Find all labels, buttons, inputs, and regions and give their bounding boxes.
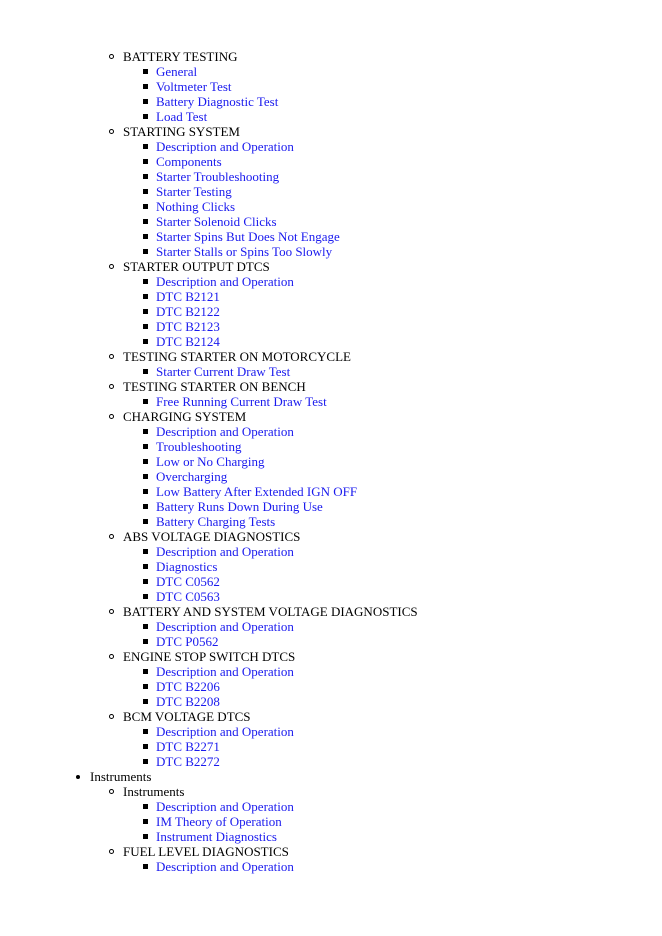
- square-bullet-icon: [143, 339, 148, 344]
- square-bullet-icon: [143, 309, 148, 314]
- toc-section-heading: [0, 649, 662, 664]
- toc-link-item[interactable]: [0, 244, 662, 259]
- circle-bullet-icon: [109, 609, 114, 614]
- square-bullet-icon: [143, 594, 148, 599]
- toc-heading-label: BCM VOLTAGE DTCS: [123, 709, 251, 724]
- square-bullet-icon: [143, 369, 148, 374]
- square-bullet-icon: [143, 399, 148, 404]
- toc-link[interactable]: Description and Operation: [156, 799, 294, 814]
- toc-heading-label: CHARGING SYSTEM: [123, 409, 247, 424]
- square-bullet-icon: [143, 729, 148, 734]
- toc-link[interactable]: Description and Operation: [156, 544, 294, 559]
- toc-link-item[interactable]: [0, 724, 662, 739]
- square-bullet-icon: [143, 549, 148, 554]
- toc-link[interactable]: Battery Runs Down During Use: [156, 499, 323, 514]
- square-bullet-icon: [143, 219, 148, 224]
- toc-link-item[interactable]: [0, 799, 662, 814]
- toc-link-item[interactable]: [0, 514, 662, 529]
- circle-bullet-icon: [109, 54, 114, 59]
- toc-link-item[interactable]: [0, 679, 662, 694]
- toc-heading-label: Instruments: [123, 784, 185, 799]
- toc-section-heading: [0, 784, 662, 799]
- toc-link-item[interactable]: [0, 829, 662, 844]
- square-bullet-icon: [143, 564, 148, 569]
- circle-bullet-icon: [109, 789, 114, 794]
- square-bullet-icon: [143, 804, 148, 809]
- toc-link[interactable]: Description and Operation: [156, 139, 294, 154]
- square-bullet-icon: [143, 684, 148, 689]
- toc-link-item[interactable]: [0, 289, 662, 304]
- toc-link-item[interactable]: [0, 454, 662, 469]
- toc-link[interactable]: Free Running Current Draw Test: [156, 394, 327, 409]
- square-bullet-icon: [143, 84, 148, 89]
- toc-link[interactable]: Components: [156, 154, 222, 169]
- circle-bullet-icon: [109, 264, 114, 269]
- circle-bullet-icon: [109, 384, 114, 389]
- toc-link[interactable]: Overcharging: [156, 469, 228, 484]
- circle-bullet-icon: [109, 129, 114, 134]
- toc-link-item[interactable]: [0, 169, 662, 184]
- toc-section-heading: [0, 529, 662, 544]
- toc-section-heading: [0, 844, 662, 859]
- square-bullet-icon: [143, 249, 148, 254]
- toc-link-item[interactable]: [0, 469, 662, 484]
- toc-link-item[interactable]: [0, 199, 662, 214]
- toc-link-item[interactable]: [0, 184, 662, 199]
- square-bullet-icon: [143, 834, 148, 839]
- square-bullet-icon: [143, 324, 148, 329]
- toc-section-heading: [0, 409, 662, 424]
- toc-link-item[interactable]: [0, 424, 662, 439]
- square-bullet-icon: [143, 204, 148, 209]
- square-bullet-icon: [143, 444, 148, 449]
- toc-link[interactable]: Battery Diagnostic Test: [156, 94, 279, 109]
- toc-heading-label: BATTERY TESTING: [123, 49, 238, 64]
- circle-bullet-icon: [109, 714, 114, 719]
- toc-link-item[interactable]: [0, 109, 662, 124]
- toc-link[interactable]: Description and Operation: [156, 664, 294, 679]
- toc-heading-label: BATTERY AND SYSTEM VOLTAGE DIAGNOSTICS: [123, 604, 418, 619]
- toc-link-item[interactable]: [0, 559, 662, 574]
- square-bullet-icon: [143, 99, 148, 104]
- square-bullet-icon: [143, 699, 148, 704]
- toc-link[interactable]: Nothing Clicks: [156, 199, 236, 214]
- toc-link-item[interactable]: [0, 214, 662, 229]
- toc-section-heading: [0, 259, 662, 274]
- circle-bullet-icon: [109, 414, 114, 419]
- toc-heading-label: Instruments: [90, 769, 152, 784]
- square-bullet-icon: [143, 294, 148, 299]
- square-bullet-icon: [143, 279, 148, 284]
- square-bullet-icon: [143, 624, 148, 629]
- toc-link[interactable]: Starter Spins But Does Not Engage: [156, 229, 340, 244]
- toc-link[interactable]: General: [156, 64, 198, 79]
- toc-link[interactable]: DTC B2271: [156, 739, 220, 754]
- toc-link[interactable]: Description and Operation: [156, 724, 294, 739]
- toc-link-item[interactable]: [0, 394, 662, 409]
- toc-heading-label: FUEL LEVEL DIAGNOSTICS: [123, 844, 289, 859]
- toc-link[interactable]: DTC B2206: [156, 679, 220, 694]
- toc-link[interactable]: Voltmeter Test: [156, 79, 232, 94]
- toc-section-heading: [0, 124, 662, 139]
- toc-link[interactable]: Troubleshooting: [156, 439, 242, 454]
- circle-bullet-icon: [109, 654, 114, 659]
- toc-link[interactable]: IM Theory of Operation: [156, 814, 282, 829]
- circle-bullet-icon: [109, 354, 114, 359]
- toc-link[interactable]: DTC B2208: [156, 694, 220, 709]
- toc-link[interactable]: Starter Troubleshooting: [156, 169, 280, 184]
- toc-link[interactable]: DTC B2272: [156, 754, 220, 769]
- toc-section-heading: [0, 379, 662, 394]
- square-bullet-icon: [143, 234, 148, 239]
- toc-link-item[interactable]: [0, 574, 662, 589]
- toc-link-item[interactable]: [0, 304, 662, 319]
- square-bullet-icon: [143, 744, 148, 749]
- toc-link-item[interactable]: [0, 499, 662, 514]
- circle-bullet-icon: [109, 534, 114, 539]
- toc-link[interactable]: Load Test: [156, 109, 208, 124]
- square-bullet-icon: [143, 639, 148, 644]
- toc-link[interactable]: Starter Stalls or Spins Too Slowly: [156, 244, 333, 259]
- square-bullet-icon: [143, 864, 148, 869]
- toc-link-item[interactable]: [0, 664, 662, 679]
- toc-link[interactable]: Description and Operation: [156, 859, 294, 874]
- toc-section-heading: [0, 349, 662, 364]
- square-bullet-icon: [143, 144, 148, 149]
- toc-link[interactable]: Low or No Charging: [156, 454, 265, 469]
- square-bullet-icon: [143, 579, 148, 584]
- toc-link[interactable]: Instrument Diagnostics: [156, 829, 277, 844]
- toc-section-heading: [0, 709, 662, 724]
- toc-link-item[interactable]: [0, 64, 662, 79]
- square-bullet-icon: [143, 669, 148, 674]
- toc-link-item[interactable]: [0, 484, 662, 499]
- toc-link-item[interactable]: [0, 634, 662, 649]
- toc-link[interactable]: Description and Operation: [156, 424, 294, 439]
- square-bullet-icon: [143, 69, 148, 74]
- toc-section-heading: [0, 604, 662, 619]
- toc-link[interactable]: DTC C0563: [156, 589, 220, 604]
- toc-link[interactable]: DTC B2124: [156, 334, 220, 349]
- square-bullet-icon: [143, 504, 148, 509]
- toc-heading-label: ENGINE STOP SWITCH DTCS: [123, 649, 296, 664]
- toc-link-item[interactable]: [0, 859, 662, 874]
- toc-link[interactable]: DTC C0562: [156, 574, 220, 589]
- circle-bullet-icon: [109, 849, 114, 854]
- toc-link-item[interactable]: [0, 364, 662, 379]
- square-bullet-icon: [143, 489, 148, 494]
- square-bullet-icon: [143, 174, 148, 179]
- toc-link-item[interactable]: [0, 319, 662, 334]
- square-bullet-icon: [143, 114, 148, 119]
- toc-heading-label: STARTING SYSTEM: [123, 124, 240, 139]
- toc-link-item[interactable]: [0, 139, 662, 154]
- toc-link-item[interactable]: [0, 274, 662, 289]
- toc-link-item[interactable]: [0, 229, 662, 244]
- square-bullet-icon: [143, 429, 148, 434]
- table-of-contents: [0, 49, 662, 874]
- toc-heading-label: ABS VOLTAGE DIAGNOSTICS: [123, 529, 301, 544]
- toc-link-item[interactable]: [0, 154, 662, 169]
- toc-link[interactable]: DTC P0562: [156, 634, 219, 649]
- toc-link[interactable]: Starter Solenoid Clicks: [156, 214, 277, 229]
- toc-heading-label: TESTING STARTER ON BENCH: [123, 379, 306, 394]
- square-bullet-icon: [143, 474, 148, 479]
- toc-link[interactable]: DTC B2122: [156, 304, 220, 319]
- toc-link-item[interactable]: [0, 334, 662, 349]
- square-bullet-icon: [143, 159, 148, 164]
- toc-link-item[interactable]: [0, 694, 662, 709]
- toc-link-item[interactable]: [0, 814, 662, 829]
- toc-heading-label: TESTING STARTER ON MOTORCYCLE: [123, 349, 351, 364]
- toc-link[interactable]: Low Battery After Extended IGN OFF: [156, 484, 358, 499]
- toc-heading-label: STARTER OUTPUT DTCS: [123, 259, 270, 274]
- toc-link-item[interactable]: [0, 94, 662, 109]
- toc-link-item[interactable]: [0, 619, 662, 634]
- toc-link[interactable]: DTC B2121: [156, 289, 220, 304]
- square-bullet-icon: [143, 189, 148, 194]
- disc-bullet-icon: [76, 775, 80, 779]
- toc-link-item[interactable]: [0, 739, 662, 754]
- toc-section-heading: [0, 49, 662, 64]
- toc-chapter-heading: [0, 769, 662, 784]
- square-bullet-icon: [143, 759, 148, 764]
- toc-link[interactable]: DTC B2123: [156, 319, 220, 334]
- toc-link[interactable]: Starter Current Draw Test: [156, 364, 291, 379]
- toc-link-item[interactable]: [0, 754, 662, 769]
- toc-link-item[interactable]: [0, 589, 662, 604]
- toc-link-item[interactable]: [0, 439, 662, 454]
- toc-link[interactable]: Description and Operation: [156, 274, 294, 289]
- square-bullet-icon: [143, 519, 148, 524]
- toc-link-item[interactable]: [0, 79, 662, 94]
- square-bullet-icon: [143, 819, 148, 824]
- toc-link[interactable]: Diagnostics: [156, 559, 218, 574]
- toc-link[interactable]: Starter Testing: [156, 184, 232, 199]
- toc-link[interactable]: Battery Charging Tests: [156, 514, 276, 529]
- toc-link-item[interactable]: [0, 544, 662, 559]
- square-bullet-icon: [143, 459, 148, 464]
- toc-link[interactable]: Description and Operation: [156, 619, 294, 634]
